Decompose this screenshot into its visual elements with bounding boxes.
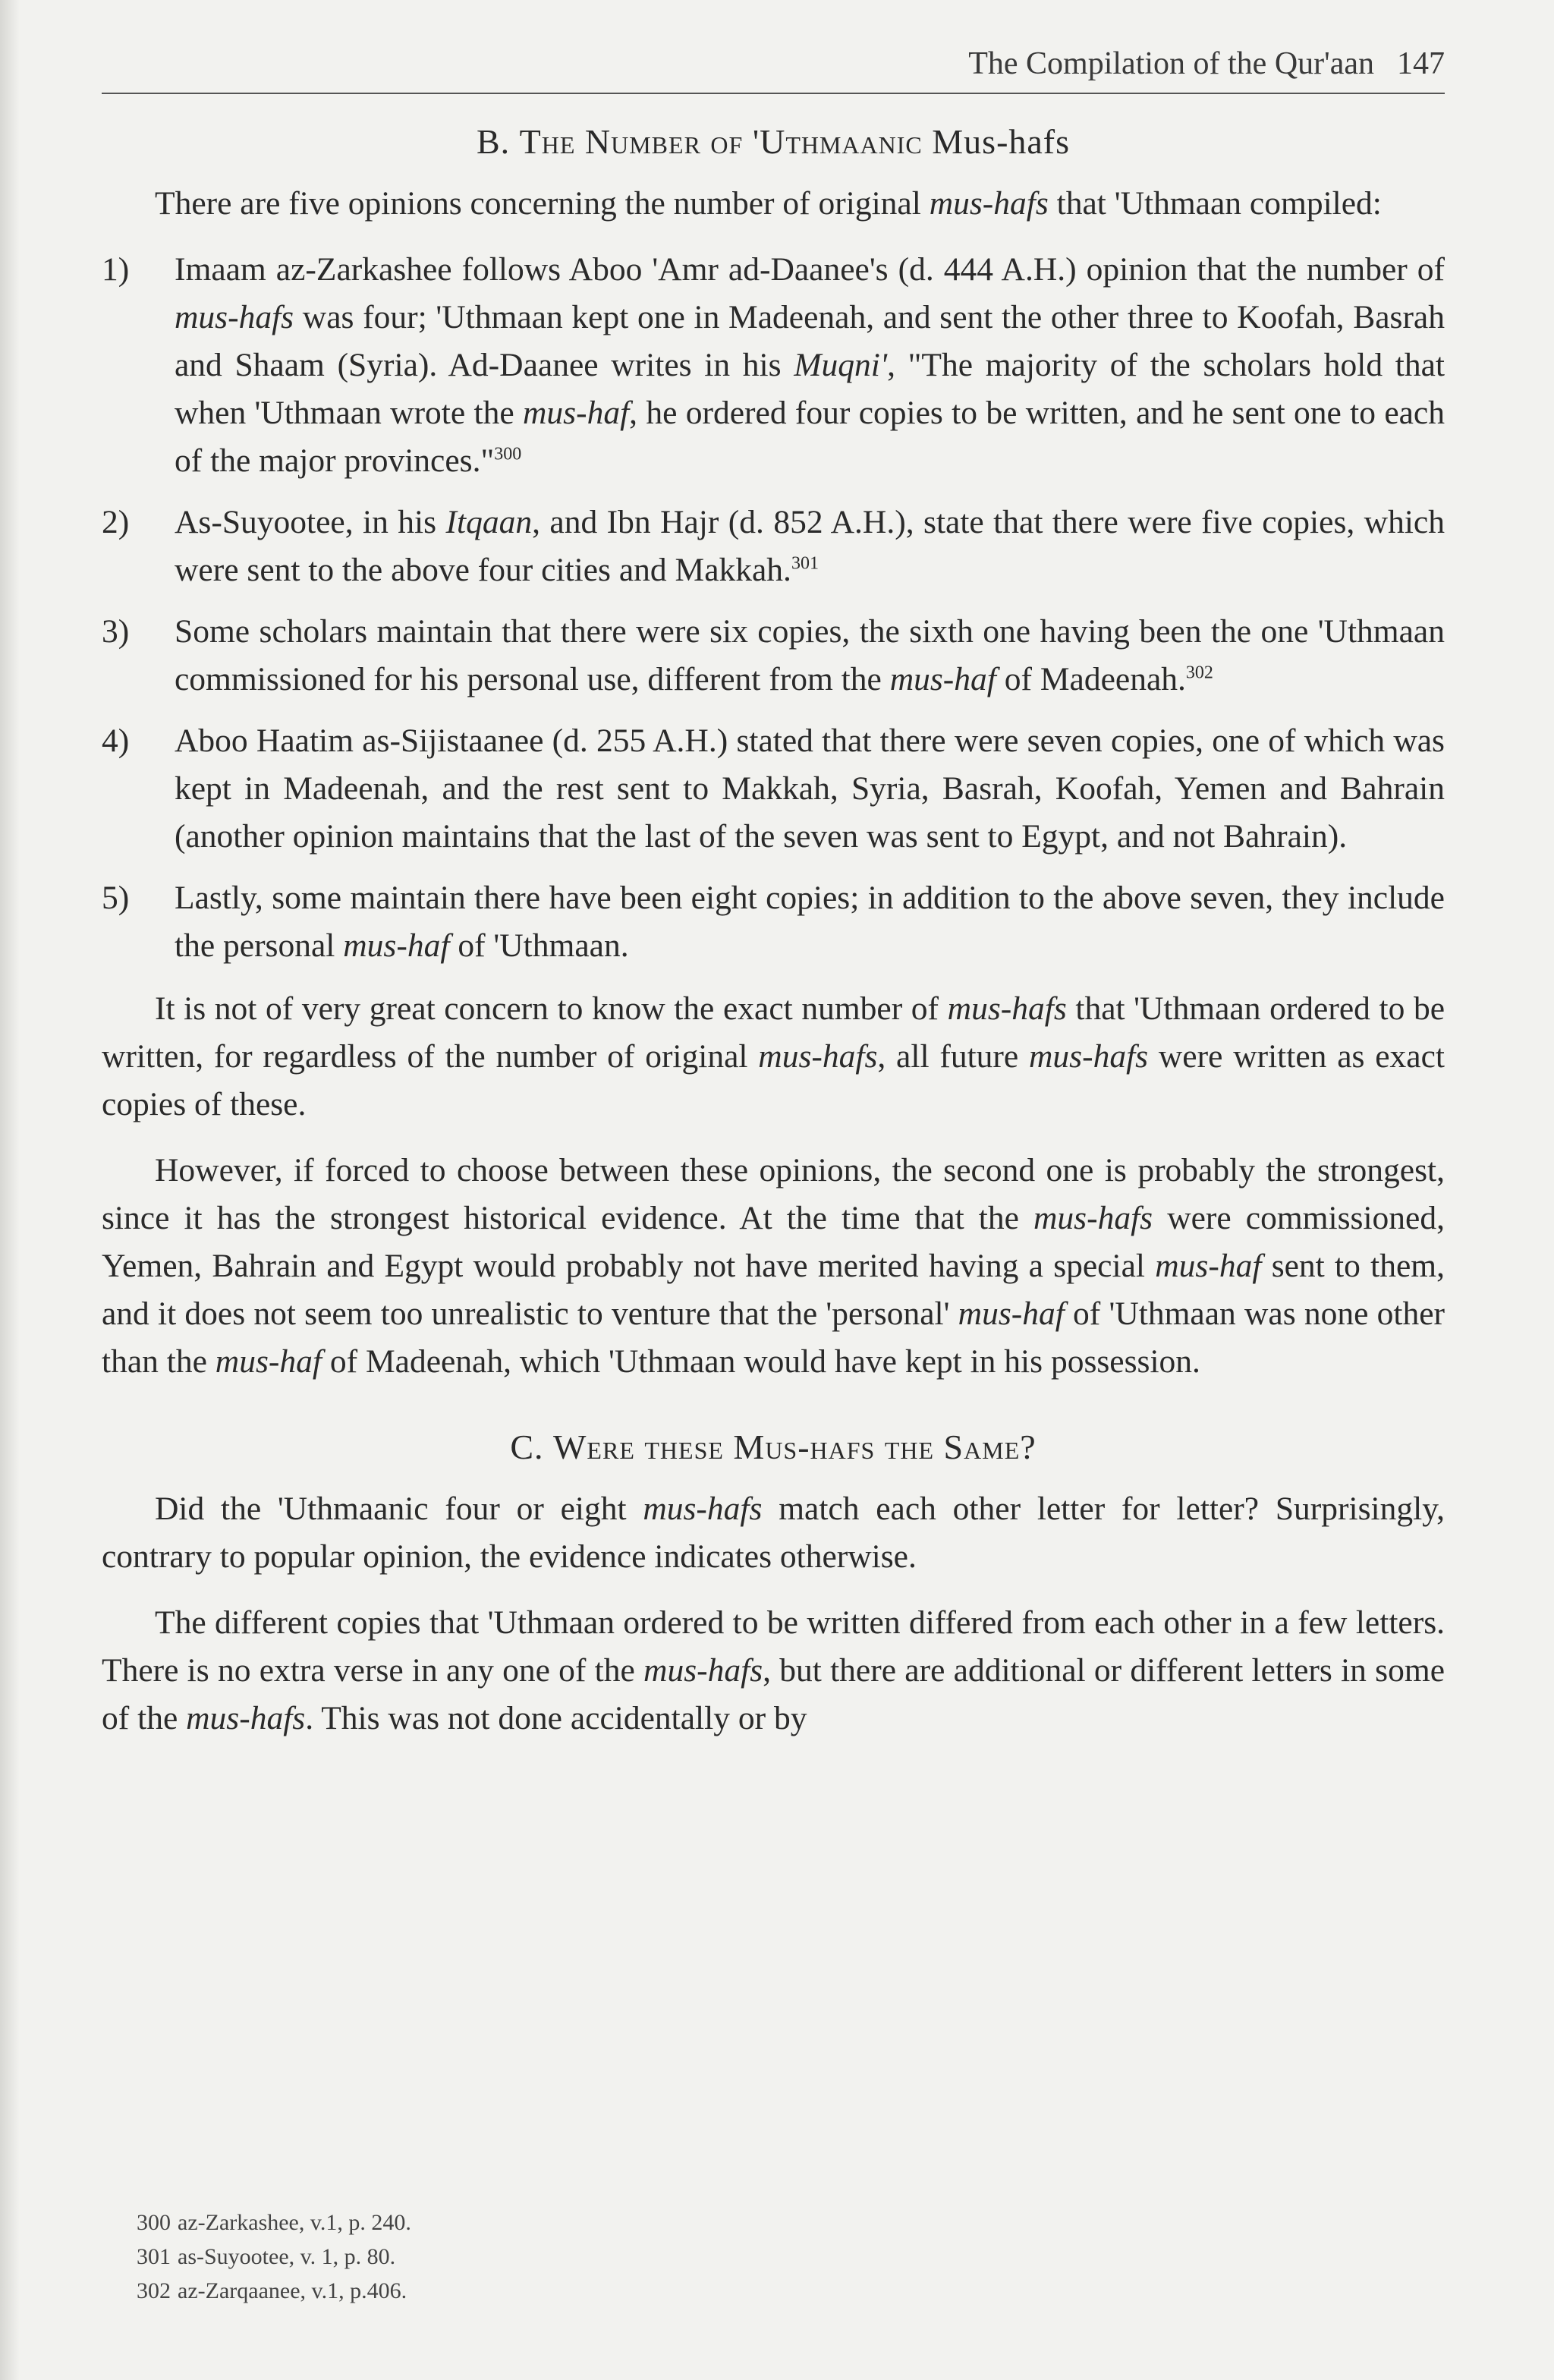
running-head (102, 46, 1445, 94)
section-c-paragraph-1: Did the 'Uthmaanic four or eight mus-hafs match each other letter for letter? Surprisingly, contrary to popular opinion, the evidence indicates otherwise. (102, 1491, 1445, 1575)
footnotes (137, 2205, 411, 2308)
footnote: 301 as-Suyootee, v. 1, p. 80. (137, 2244, 396, 2269)
footnote-ref[interactable]: 300 (494, 444, 522, 464)
book-page (102, 46, 1445, 1761)
section-c-heading: C. Were these Mus-hafs the Same? (510, 1428, 1037, 1466)
section-c-paragraph-2: The different copies that 'Uthmaan ordered to be written differed from each other in a few letters. There is no extra verse in any one of the mus-hafs, but there are additional or different letters in some of the mus-hafs. This was not done accidentally or by (102, 1604, 1445, 1736)
section-b-heading: B. The Number of 'Uthmaanic Mus-hafs (476, 122, 1071, 161)
footnote-ref[interactable]: 301 (791, 553, 819, 574)
section-b-paragraph-2: However, if forced to choose between these opinions, the second one is probably the strongest, since it has the strongest historical evidence. At the time that the mus-hafs were commissioned, Yemen, Bahrain and Egypt would probably not have merited having a special mus-haf sent to them, and it does not seem too unrealistic to venture that the 'personal' mus-haf of 'Uthmaan was none other than the mus-haf of Madeenah, which 'Uthmaan would have kept in his possession. (102, 1152, 1445, 1380)
opinions-list (102, 246, 1445, 970)
list-item: 5) Lastly, some maintain there have been eight copies; in addition to the above seven, they include the personal mus-haf of 'Uthmaan. (102, 880, 1445, 964)
list-item: 2) As-Suyootee, in his Itqaan, and Ibn Hajr (d. 852 A.H.), state that there were five copies, which were sent to the above four cities and Makkah.$^{301}$ (102, 504, 1445, 588)
page-gutter-shadow (0, 0, 20, 2380)
footnote: 300 az-Zarkashee, v.1, p. 240. (137, 2210, 411, 2235)
list-item: 3) Some scholars maintain that there were six copies, the sixth one having been the one 'Uthmaan commissioned for his personal use, different from the mus-haf of Madeenah.$^{302}$ (102, 613, 1445, 697)
list-item: 4) Aboo Haatim as-Sijistaanee (d. 255 A.H.) stated that there were seven copies, one of which was kept in Madeenah, and the rest sent to Makkah, Syria, Basrah, Koofah, Yemen and Bahrain (another opinion maintains that the last of the seven was sent to Egypt, and not Bahrain). (102, 722, 1445, 855)
section-b-intro: There are five opinions concerning the number of original mus-hafs that 'Uthmaan compiled: (155, 185, 1382, 222)
section-b-paragraph-1: It is not of very great concern to know the exact number of mus-hafs that 'Uthmaan ordered to be written, for regardless of the number of original mus-hafs, all future mus-hafs were written as exact copies of these. (102, 990, 1445, 1122)
running-head-title: The Compilation of the Qur'aan (968, 46, 1374, 81)
footnote: 302 az-Zarqaanee, v.1, p.406. (137, 2278, 407, 2303)
list-item: 1) Imaam az-Zarkashee follows Aboo 'Amr ad-Daanee's (d. 444 A.H.) opinion that the number of mus-hafs was four; 'Uthmaan kept one in Madeenah, and sent the other three to Koofah, Basrah and Shaam (Syria). Ad-Daanee writes in his Muqni', "The majority of the scholars hold that when 'Uthmaan wrote the mus-haf, he ordered four copies to be written, and he sent one to each of the major provinces."$^{300}$ (102, 251, 1445, 479)
page-number: 147 (1397, 46, 1445, 81)
footnote-ref[interactable]: 302 (1185, 663, 1213, 683)
